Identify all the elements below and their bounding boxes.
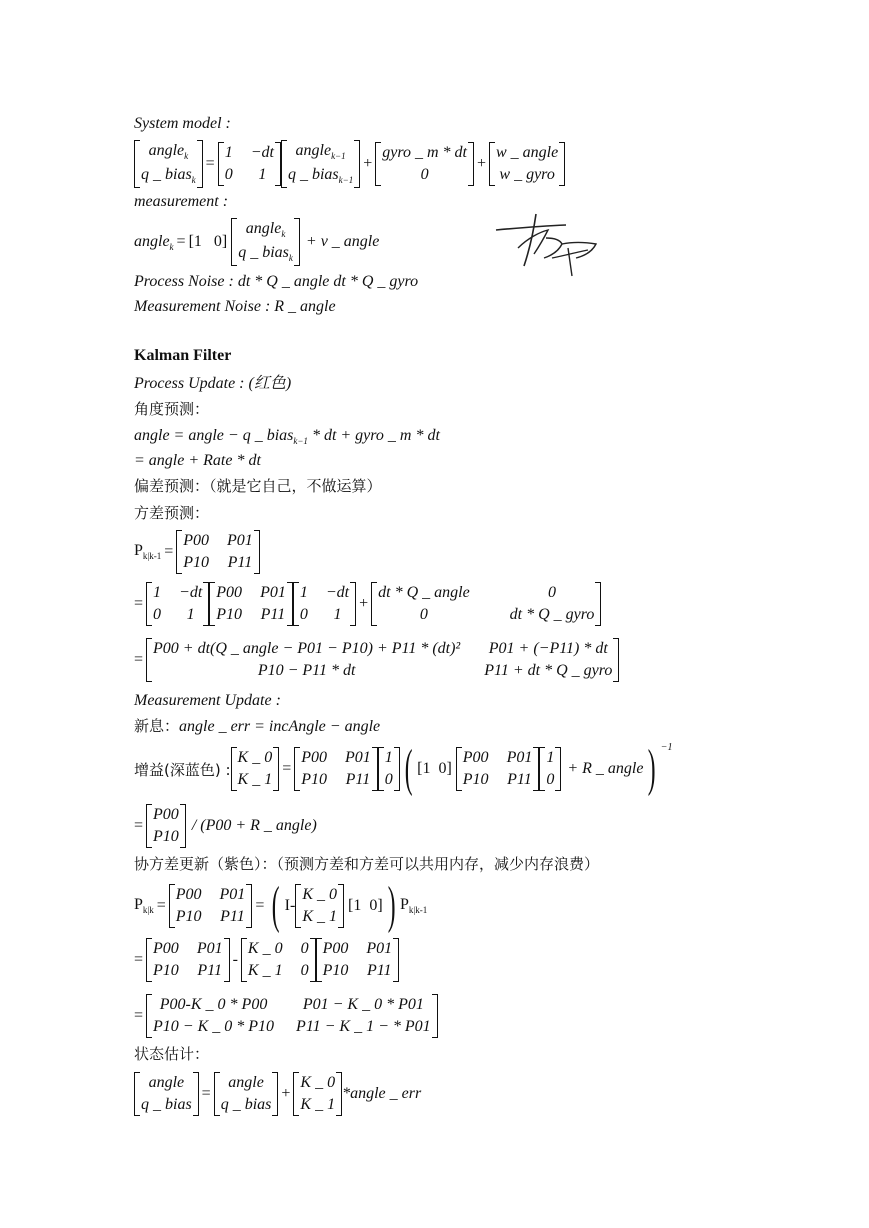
measurement-update-title: Measurement Update : [134, 692, 281, 709]
innovation-line: 新息：angle _ err = incAngle − angle [134, 717, 381, 735]
p-upd-matrix-3: P00 P01 P10 P11 [316, 938, 400, 982]
gain-p-matrix: P00 P01 P10 P11 [294, 747, 378, 791]
signature-image [488, 208, 608, 278]
input-vector: gyro _ m * dt 0 [375, 142, 474, 186]
state-vector: angle$_k$ q _ bias$_k$ [134, 140, 203, 188]
state-est-equation: angle q _ bias = angle q _ bias + K _ 0 K _ 1 *angle _ err [134, 1072, 421, 1116]
state-vector-rhs: angle q _ bias [214, 1072, 279, 1116]
a-transpose-matrix: 1 −dt 0 1 [293, 582, 356, 626]
k-vector-3: K _ 0 K _ 1 [293, 1072, 342, 1116]
bias-predict-label: 偏差预测：（就是它自己，不做运算） [134, 477, 382, 495]
close-paren: ) [648, 740, 657, 798]
measurement-noise: Measurement Noise : R _ angle [134, 298, 336, 315]
state-vector-lhs: angle q _ bias [134, 1072, 199, 1116]
measurement-equation: angle$_k$ = [1 0] angle$_k$ q _ bias$_k$ + v _ angle [134, 218, 379, 266]
p-update-expand: = P00 P01 P10 P11 - K _ 0 0 K _ 1 0 P00 P01 P10 P11 [134, 938, 399, 982]
gain-equation: 增益(深蓝色) : K _ 0 K _ 1 = P00 P01 P10 P11 1 0 ( [1 0] P00 P01 P10 P11 1 0 + R _ angle ) −1 [134, 740, 673, 798]
gain-p-matrix-2: P00 P01 P10 P11 [456, 747, 540, 791]
measurement-state-vector: angle$_k$ q _ bias$_k$ [231, 218, 300, 266]
cov-predict-label: 方差预测： [134, 504, 210, 522]
h-transpose-vector-2: 1 0 [539, 747, 561, 791]
p-pred-result-matrix: P00 + dt(Q _ angle − P01 − P10) + P11 * (dt)² P01 + (−P11) * dt P10 − P11 * dt P11 + dt * Q _ gyro [146, 638, 619, 682]
h-transpose-vector: 1 0 [378, 747, 400, 791]
k-vector-2: K _ 0 K _ 1 [295, 884, 344, 928]
angle-predict-label: 角度预测： [134, 400, 210, 418]
p-matrix-2: P00 P01 P10 P11 [209, 582, 293, 626]
kalman-title: Kalman Filter [134, 347, 232, 364]
cov-update-label: 协方差更新（紫色）：（预测方差和方差可以共用内存，减少内存浪费） [134, 855, 600, 873]
p-upd-matrix: P00 P01 P10 P11 [169, 884, 253, 928]
open-paren: ( [404, 740, 413, 798]
system-model-title: System model : [134, 115, 231, 132]
gain-simplified: = P00 P10 / (P00 + R _ angle) [134, 804, 317, 848]
p-pred-expand: = 1 −dt 0 1 P00 P01 P10 P11 1 −dt 0 1 + dt * Q _ angle 0 0 dt * Q _ gyro [134, 582, 601, 626]
p-update-result: = P00-K _ 0 * P00 P01 − K _ 0 * P01 P10 − K _ 0 * P10 P11 − K _ 1 − * P01 [134, 994, 438, 1038]
q-matrix: dt * Q _ angle 0 0 dt * Q _ gyro [371, 582, 601, 626]
k-vector: K _ 0 K _ 1 [231, 747, 280, 791]
prev-state-vector: angle$_{k-1}$ q _ bias$_{k-1}$ [281, 140, 360, 188]
p-update-def: $P_{k|k}$ = P00 P01 P10 P11 = ( I- K _ 0 K _ 1 [1 0] ) $P_{k|k-1}$ [134, 877, 428, 935]
gain-simpl-vector: P00 P10 [146, 804, 186, 848]
noise-vector: w _ angle w _ gyro [489, 142, 565, 186]
p-upd-matrix-2: P00 P01 P10 P11 [146, 938, 230, 982]
close-paren-2: ) [387, 877, 396, 935]
state-est-label: 状态估计： [134, 1045, 210, 1063]
system-model-equation: angle$_k$ q _ bias$_k$ = 1 −dt 0 1 angle$_{k-1}$ q _ bias$_{k-1}$ + gyro _ m * dt 0 + w _ angle w _ gyro [134, 140, 565, 188]
p-pred-def: $P_{k|k-1}$ = P00 P01 P10 P11 [134, 530, 260, 574]
kh-matrix: K _ 0 0 K _ 1 0 [241, 938, 316, 982]
angle-predict-eq2: = angle + Rate * dt [134, 452, 261, 469]
process-noise: Process Noise : dt * Q _ angle dt * Q _ gyro [134, 273, 419, 290]
process-update-title: Process Update : (红色) [134, 375, 292, 392]
open-paren-2: ( [272, 877, 280, 935]
p-matrix: P00 P01 P10 P11 [176, 530, 260, 574]
p-upd-result-matrix: P00-K _ 0 * P00 P01 − K _ 0 * P01 P10 − K _ 0 * P10 P11 − K _ 1 − * P01 [146, 994, 438, 1038]
p-pred-result: = P00 + dt(Q _ angle − P01 − P10) + P11 * (dt)² P01 + (−P11) * dt P10 − P11 * dt P11 + dt * Q _ gyro [134, 638, 619, 682]
angle-predict-eq1: angle = angle − q _ bias$_{k-1}$ * dt + gyro _ m * dt [134, 427, 440, 447]
a-matrix: 1 −dt 0 1 [146, 582, 209, 626]
observation-matrix: [1 0] [188, 233, 228, 251]
measurement-title: measurement : [134, 193, 229, 210]
transition-matrix: 1 −dt 0 1 [218, 142, 281, 186]
